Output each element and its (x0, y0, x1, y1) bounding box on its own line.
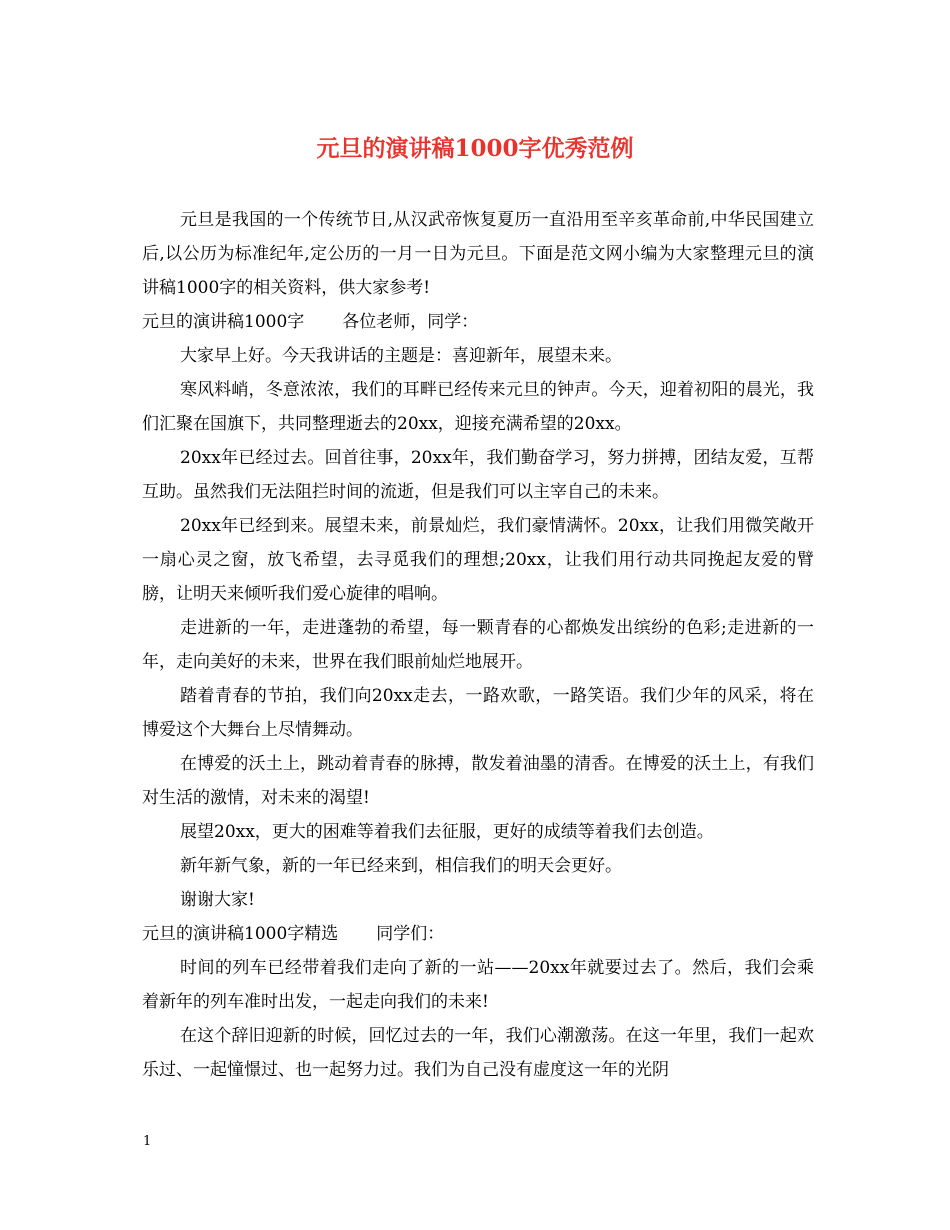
speech-heading-title: 元旦的演讲稿1000字 (142, 312, 305, 332)
body-paragraph: 20xx年已经过去。回首往事，20xx年，我们勤奋学习，努力拼搏，团结友爱，互帮互助。虽然我们无法阻拦时间的流逝，但是我们可以主宰自己的未来。 (142, 448, 814, 502)
body-paragraph: 寒风料峭，冬意浓浓，我们的耳畔已经传来元旦的钟声。今天，迎着初阳的晨光，我们汇聚在国旗下，共同整理逝去的20xx，迎接充满希望的20xx。 (142, 380, 814, 434)
intro-paragraph: 元旦是我国的一个传统节日,从汉武帝恢复夏历一直沿用至辛亥革命前,中华民国建立后,以公历为标准纪年,定公历的一月一日为元旦。下面是范文网小编为大家整理元旦的演讲稿1000字的相关资料，供大家参考! (142, 210, 814, 298)
speech-salutation: 同学们： (376, 924, 445, 944)
body-paragraph: 展望20xx，更大的困难等着我们去征服，更好的成绩等着我们去创造。 (180, 822, 714, 842)
document-title: 元旦的演讲稿1000字优秀范例 (316, 135, 634, 162)
page-number: 1 (143, 1134, 152, 1149)
body-paragraph: 在这个辞旧迎新的时候，回忆过去的一年，我们心潮激荡。在这一年里，我们一起欢乐过、一起憧憬过、也一起努力过。我们为自己没有虚度这一年的光阴 (142, 1026, 814, 1080)
body-paragraph: 新年新气象，新的一年已经来到，相信我们的明天会更好。 (180, 856, 622, 876)
speech-heading-1 (142, 305, 814, 339)
speech-heading-2 (142, 917, 814, 951)
speech-heading-title: 元旦的演讲稿1000字精选 (142, 924, 339, 944)
body-paragraph: 谢谢大家! (180, 890, 255, 910)
body-paragraph: 大家早上好。今天我讲话的主题是：喜迎新年，展望未来。 (180, 346, 622, 366)
body-paragraph: 踏着青春的节拍，我们向20xx走去，一路欢歌，一路笑语。我们少年的风采，将在博爱这个大舞台上尽情舞动。 (142, 686, 814, 740)
body-paragraph: 时间的列车已经带着我们走向了新的一站——20xx年就要过去了。然后，我们会乘着新年的列车准时出发，一起走向我们的未来! (142, 958, 814, 1012)
document-body (142, 203, 814, 1087)
body-paragraph: 走进新的一年，走进蓬勃的希望，每一颗青春的心都焕发出缤纷的色彩;走进新的一年，走向美好的未来，世界在我们眼前灿烂地展开。 (142, 618, 814, 672)
speech-salutation: 各位老师，同学： (342, 312, 479, 332)
body-paragraph: 20xx年已经到来。展望未来，前景灿烂，我们豪情满怀。20xx，让我们用微笑敞开一扇心灵之窗，放飞希望，去寻觅我们的理想;20xx，让我们用行动共同挽起友爱的臂膀，让明天来倾听我们爱心旋律的唱响。 (142, 516, 814, 604)
body-paragraph: 在博爱的沃土上，跳动着青春的脉搏，散发着油墨的清香。在博爱的沃土上，有我们对生活的激情，对未来的渴望! (142, 754, 814, 808)
